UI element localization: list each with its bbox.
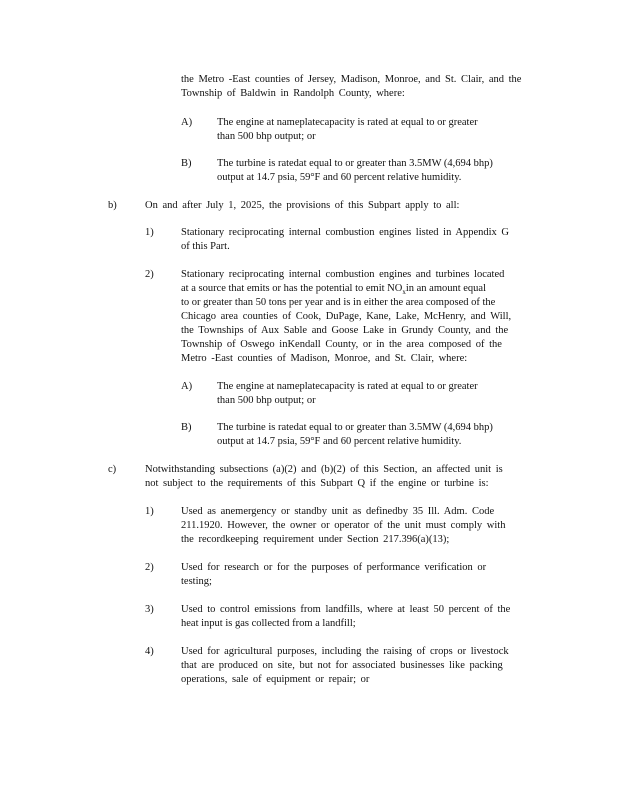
intro-line-1: the Metro -East counties of Jersey, Madison, Monroe, and St. Clair, and the	[181, 74, 522, 85]
section-b-item-2-line-4: Chicago area counties of Cook, DuPage, Kane, Lake, McHenry, and Will,	[181, 311, 512, 322]
section-c-item-2-line-2: testing;	[181, 576, 212, 587]
section-b-subitem-a-line-2: than 500 bhp output; or	[217, 395, 316, 406]
section-b-label: b)	[108, 200, 117, 211]
intro-item-b-line-2: output at 14.7 psia, 59°F and 60 percent relative humidity.	[217, 172, 462, 183]
section-c-item-1-line-3: the recordkeeping requirement under Section 217.396(a)(13);	[181, 534, 450, 545]
section-c-item-1-line-1: Used as anemergency or standby unit as definedby 35 Ill. Adm. Code	[181, 506, 495, 517]
section-b-subitem-b-line-1: The turbine is ratedat equal to or greater than 3.5MW (4,694 bhp)	[217, 422, 493, 433]
nox-subscript: x	[402, 288, 406, 297]
section-b-item-2-line-1: Stationary reciprocating internal combustion engines and turbines located	[181, 269, 505, 280]
section-c-item-1-line-2: 211.1920. However, the owner or operator of the unit must comply with	[181, 520, 506, 531]
section-b-item-1-label: 1)	[145, 227, 154, 238]
intro-item-a-label: A)	[181, 117, 193, 128]
section-b-item-2-line-2-text: at a source that emits or has the potential to emit NO	[181, 283, 403, 294]
section-b-item-2-line-5: the Townships of Aux Sable and Goose Lake in Grundy County, and the	[181, 325, 509, 336]
section-b-subitem-b-label: B)	[181, 422, 192, 433]
section-c-item-4-label: 4)	[145, 646, 154, 657]
section-c-item-4-line-1: Used for agricultural purposes, including the raising of crops or livestock	[181, 646, 509, 657]
section-c-item-2-line-1: Used for research or for the purposes of performance verification or	[181, 562, 487, 573]
intro-item-b-label: B)	[181, 158, 192, 169]
section-c-item-1-label: 1)	[145, 506, 154, 517]
section-b-item-2-line-6: Township of Oswego inKendall County, or in the area composed of the	[181, 339, 502, 350]
section-c-label: c)	[108, 464, 117, 475]
section-b-item-1-line-2: of this Part.	[181, 241, 230, 252]
section-c-item-4-line-2: that are produced on site, but not for associated businesses like packing	[181, 660, 503, 671]
section-b-subitem-b-line-2: output at 14.7 psia, 59°F and 60 percent relative humidity.	[217, 436, 462, 447]
section-c-item-3-line-1: Used to control emissions from landfills, where at least 50 percent of the	[181, 604, 511, 615]
section-c-item-3-label: 3)	[145, 604, 154, 615]
section-b-item-2-label: 2)	[145, 269, 154, 280]
nox-tail: in an amount equal	[405, 283, 487, 294]
section-b-subitem-a-label: A)	[181, 381, 193, 392]
section-b-item-1-line-1: Stationary reciprocating internal combustion engines listed in Appendix G	[181, 227, 510, 238]
intro-item-a-line-1: The engine at nameplatecapacity is rated at equal to or greater	[217, 117, 478, 128]
section-c-line-2: not subject to the requirements of this Subpart Q if the engine or turbine is:	[145, 478, 489, 489]
section-b-item-2-line-7: Metro -East counties of Madison, Monroe, and St. Clair, where:	[181, 353, 468, 364]
section-b-item-2-line-2	[181, 282, 486, 296]
section-b-text: On and after July 1, 2025, the provisions of this Subpart apply to all:	[145, 200, 460, 211]
section-c-item-2-label: 2)	[145, 562, 154, 573]
section-b-subitem-a-line-1: The engine at nameplatecapacity is rated at equal to or greater	[217, 381, 478, 392]
intro-item-a-line-2: than 500 bhp output; or	[217, 131, 316, 142]
intro-line-2: Township of Baldwin in Randolph County, where:	[181, 88, 405, 99]
intro-item-b-line-1: The turbine is ratedat equal to or greater than 3.5MW (4,694 bhp)	[217, 158, 493, 169]
section-b-item-2-line-3: to or greater than 50 tons per year and is in either the area composed of the	[181, 297, 496, 308]
section-c-line-1: Notwithstanding subsections (a)(2) and (b)(2) of this Section, an affected unit is	[145, 464, 503, 475]
section-c-item-3-line-2: heat input is gas collected from a landfill;	[181, 618, 356, 629]
section-c-item-4-line-3: operations, sale of equipment or repair; or	[181, 674, 370, 685]
